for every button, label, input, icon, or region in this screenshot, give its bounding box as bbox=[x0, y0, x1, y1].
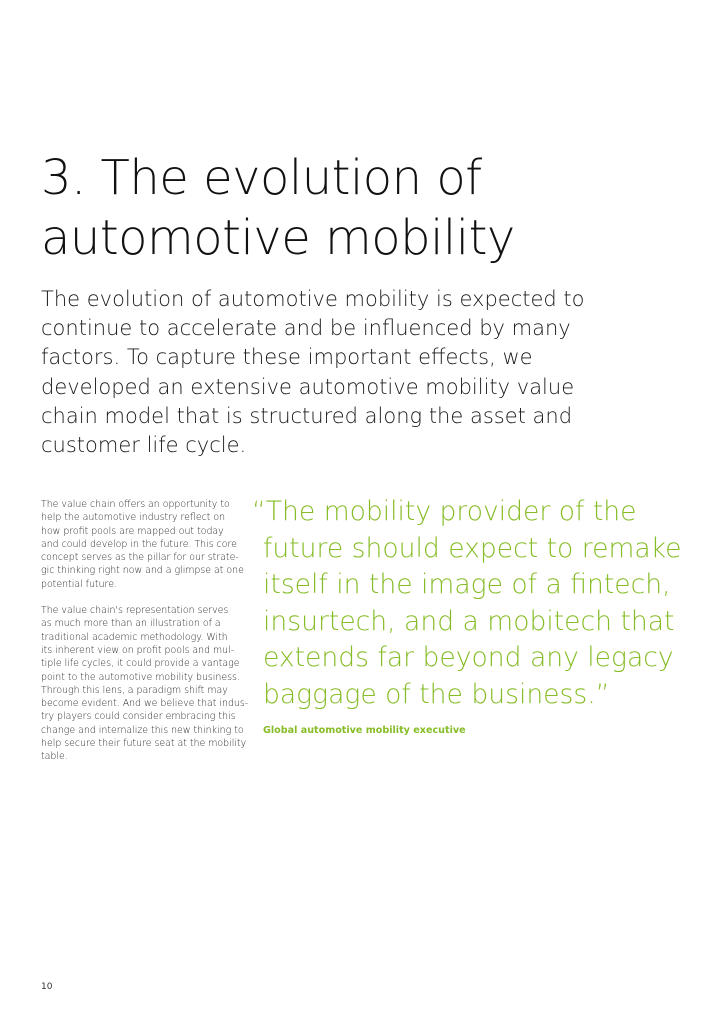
intro-line: continue to accelerate and be influenced by many bbox=[41, 316, 571, 341]
body-line: Through this lens, a paradigm shift may bbox=[41, 684, 228, 696]
page-number: 10 bbox=[41, 982, 53, 992]
intro-line: developed an extensive automotive mobility value bbox=[41, 374, 575, 399]
body-line: become evident. And we believe that indus- bbox=[41, 698, 249, 710]
quote-line: future should expect to remake bbox=[263, 532, 682, 564]
body-line: The value chain offers an opportunity to bbox=[41, 499, 230, 510]
quote-line: extends far beyond any legacy bbox=[263, 642, 674, 674]
intro-line: customer life cycle. bbox=[41, 433, 247, 458]
body-line: potential future. bbox=[41, 578, 117, 590]
body-line: help secure their future seat at the mobility bbox=[41, 738, 247, 750]
body-line: how profit pools are mapped out today bbox=[41, 525, 224, 537]
quote-line: itself in the image of a fintech, bbox=[263, 569, 671, 601]
section-heading bbox=[41, 148, 681, 268]
intro-line: The evolution of automotive mobility is expected to bbox=[41, 287, 585, 311]
body-line: table. bbox=[41, 751, 68, 763]
body-line: change and internalize this new thinking to bbox=[41, 724, 244, 736]
body-line: tiple life cycles, it could provide a vantage bbox=[41, 658, 240, 670]
body-line: help the automotive industry reflect on bbox=[41, 512, 226, 524]
heading-line: 3. The evolution of bbox=[41, 150, 482, 206]
body-line: as much more than an illustration of a bbox=[41, 618, 221, 630]
intro-line: factors. To capture these important effects, we bbox=[41, 345, 533, 370]
body-line: its inherent view on profit pools and mul- bbox=[41, 644, 235, 656]
body-line: try players could consider embracing this bbox=[41, 711, 236, 723]
body-line: and could develop in the future. This core bbox=[41, 538, 237, 550]
body-paragraph-1 bbox=[41, 498, 251, 591]
quote-line: insurtech, and a mobitech that bbox=[263, 605, 675, 637]
body-line: gic thinking right now and a glimpse at one bbox=[41, 565, 244, 577]
intro-line: chain model that is structured along the asset and bbox=[41, 403, 573, 428]
body-line: traditional academic methodology. With bbox=[41, 631, 228, 643]
quote-attribution: Global automotive mobility executive bbox=[263, 725, 466, 736]
body-paragraph-2 bbox=[41, 604, 251, 764]
body-text-column bbox=[41, 498, 251, 764]
body-line: The value chain's representation serves bbox=[41, 605, 229, 617]
body-line: concept serves as the pillar for our strate- bbox=[41, 552, 239, 564]
intro-paragraph bbox=[41, 285, 681, 460]
quote-line: baggage of the business.” bbox=[263, 678, 610, 710]
quote-line: “The mobility provider of the bbox=[252, 496, 637, 527]
heading-line: automotive mobility bbox=[41, 210, 515, 266]
body-line: point to the automotive mobility business. bbox=[41, 671, 240, 683]
pull-quote bbox=[252, 494, 692, 714]
